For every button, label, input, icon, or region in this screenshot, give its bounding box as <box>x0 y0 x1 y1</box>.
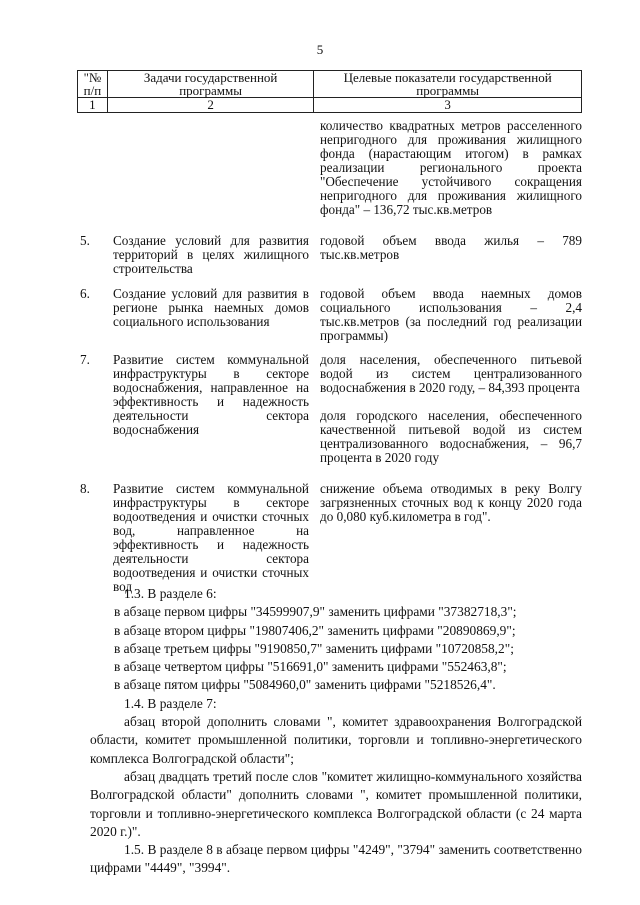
header-num-1: 1 <box>78 98 108 113</box>
row-task: Создание условий для развития территорий в целях жилищного строительства <box>113 233 309 276</box>
row-number: 7. <box>80 352 90 367</box>
header-col-indicators: Целевые показатели государственной программы <box>314 71 582 98</box>
indicator-text: доля городского населения, обеспеченного качественной питьевой водой из систем централизованного водоснабжения, – 96,7 процента в 2020 году <box>320 408 582 465</box>
row-indicators <box>320 287 582 357</box>
indicator-text: количество квадратных метров расселенного непригодного для проживания жилищного фонда (нарастающим итогом) в рамках реализации регионального проекта "Обеспечение устойчивого сокращения непригодного для проживания жилищного фонда" – 136,72 тыс.кв.метров <box>320 118 582 217</box>
paragraph: в абзаце первом цифры "34599907,9" заменить цифрами "37382718,3"; <box>114 604 517 620</box>
paragraph: в абзаце третьем цифры "9190850,7" заменить цифрами "10720858,2"; <box>114 640 514 656</box>
section-heading: 1.4. В разделе 7: <box>124 695 217 711</box>
paragraph: абзац второй дополнить словами ", комитет здравоохранения Волгоградской области, комитет промышленной политики, торговли и топливно-энергетического комплекса Волгоградской области"; <box>90 714 582 766</box>
page-number: 5 <box>316 42 324 57</box>
row-indicators <box>320 119 582 231</box>
paragraph: абзац двадцать третий после слов "комитет жилищно-коммунального хозяйства Волгоградской области" дополнить словами ", комитет промышленной политики, торговли и топливно-энергетического комплекса Волгоградской области (с 24 марта 2020 г.)". <box>90 768 582 839</box>
paragraph: в абзаце пятом цифры "5084960,0" заменить цифрами "5218526,4". <box>114 677 496 693</box>
header-col-tasks: Задачи государственной программы <box>107 71 313 98</box>
table-header <box>77 70 582 113</box>
indicator-text: годовой объем ввода жилья – 789 тыс.кв.метров <box>320 233 582 262</box>
row-number: 6. <box>80 286 90 301</box>
header-num-2: 2 <box>107 98 313 113</box>
indicator-text: снижение объема отводимых в реку Волгу загрязненных сточных вод к концу 2020 года до 0,080 куб.километра в год". <box>320 481 582 524</box>
row-number: 5. <box>80 233 90 248</box>
row-indicators <box>320 482 582 538</box>
indicator-text: доля населения, обеспеченного питьевой водой из систем централизованного водоснабжения в 2020 году, – 84,393 процента <box>320 352 582 395</box>
header-num-3: 3 <box>314 98 582 113</box>
row-task: Развитие систем коммунальной инфраструктуры в секторе водоотведения и очистки сточных вод, направленное на эффективность и надежность деятельности сектора водоотведения и очистки сточных вод <box>113 481 309 594</box>
row-indicators <box>320 234 582 276</box>
row-task: Развитие систем коммунальной инфраструктуры в секторе водоснабжения, направленное на эффективность и надежность деятельности сектора водоснабжения <box>113 352 309 437</box>
row-number: 8. <box>80 481 90 496</box>
section-heading: 1.3. В разделе 6: <box>124 586 217 601</box>
paragraph: в абзаце четвертом цифры "516691,0" заменить цифрами "552463,8"; <box>114 659 507 675</box>
row-task: Создание условий для развития в регионе рынка наемных домов социального использования <box>113 286 309 329</box>
paragraph: 1.5. В разделе 8 в абзаце первом цифры "4249", "3794" заменить соответственно цифрами "4449", "3994". <box>90 842 582 876</box>
paragraph: в абзаце втором цифры "19807406,2" заменить цифрами "20890869,9"; <box>114 622 516 638</box>
indicator-text: годовой объем ввода наемных домов социального использования – 2,4 тыс.кв.метров (за последний год реализации программы) <box>320 286 582 343</box>
amendments-text <box>90 585 582 878</box>
row-indicators <box>320 353 582 479</box>
header-col-number: "№ п/п <box>78 71 108 98</box>
